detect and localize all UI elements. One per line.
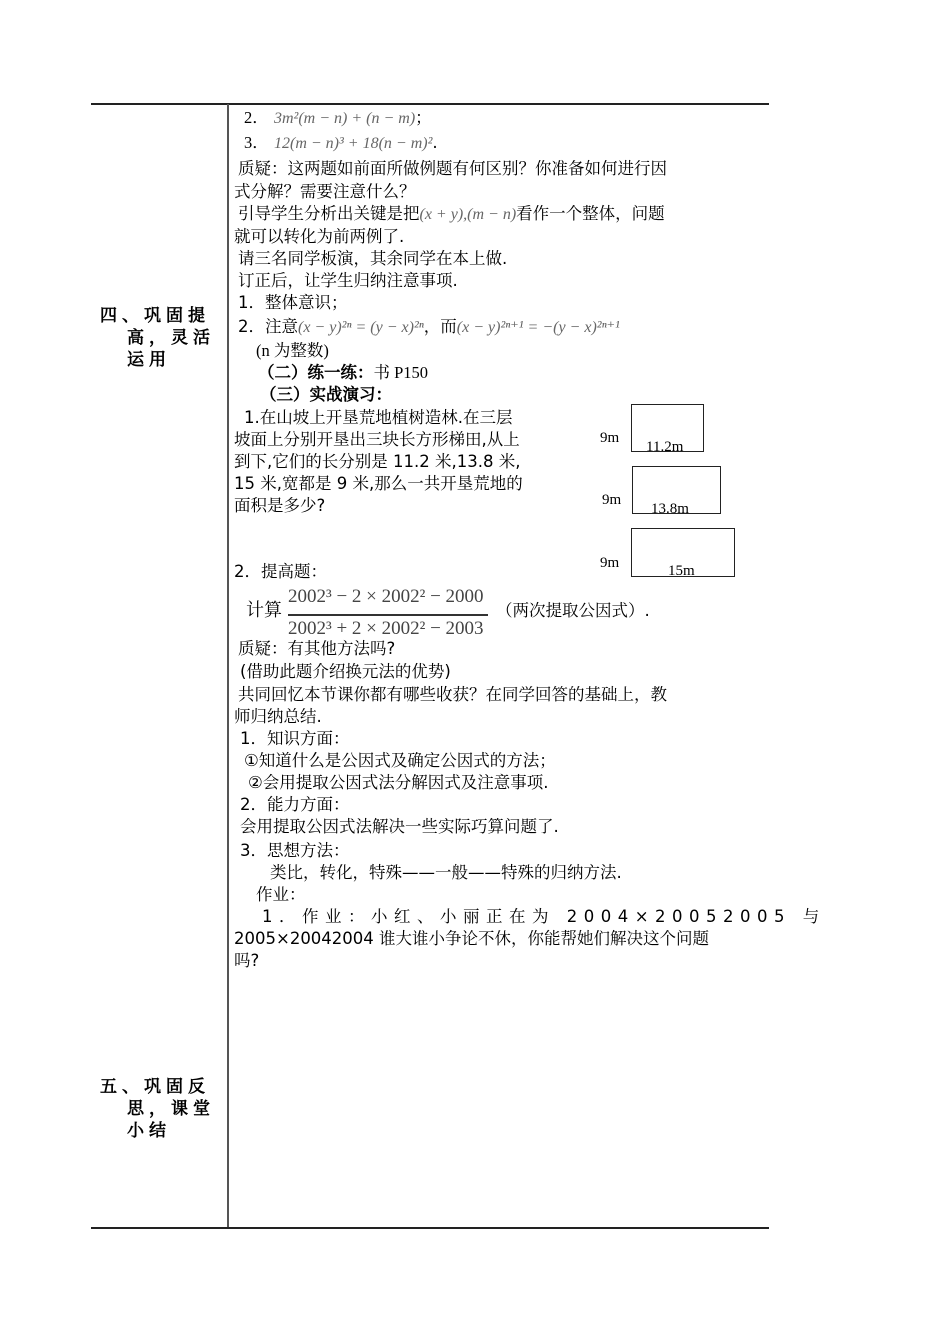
- question-2: 质疑：有其他方法吗?: [238, 639, 396, 658]
- substitution-note: (借助此题介绍换元法的优势): [240, 662, 451, 681]
- homework-heading: 作业：: [256, 885, 306, 904]
- column-divider: [227, 104, 229, 1228]
- problem-1-line: 15 米,宽都是 9 米,那么一共开垦荒地的: [234, 474, 523, 493]
- drill-heading: （三）实战演习：: [260, 385, 392, 404]
- label-line: 五、巩固反: [100, 1077, 210, 1097]
- thinking-item: 类比，转化，特殊——一般——特殊的归纳方法.: [270, 863, 622, 882]
- homework-text: 2005×20042004 谁大谁小争论不休，你能帮她们解决这个问题: [234, 929, 710, 948]
- label-line: 高，灵活: [127, 328, 215, 348]
- homework-text: 1．作业：小红、小丽正在为 2004×20052005 与: [262, 907, 826, 926]
- fraction-numerator: 2002³ − 2 × 2002² − 2000: [288, 586, 484, 607]
- question-text: 质疑：这两题如前面所做例题有何区别？你准备如何进行因: [238, 159, 667, 178]
- width-label: 9m: [600, 555, 620, 571]
- homework-text: 吗?: [234, 951, 260, 970]
- calc-label: 计算: [246, 600, 282, 621]
- recall-text: 师归纳总结.: [234, 707, 322, 726]
- table-bottom-border: [91, 1227, 769, 1229]
- note-1: 1．整体意识；: [238, 293, 348, 312]
- width-label: 9m: [602, 492, 622, 508]
- length-label: 15m: [668, 563, 695, 579]
- label-line: 小结: [127, 1121, 171, 1141]
- problem-1-line: 到下,它们的长分别是 11.2 米,13.8 米,: [234, 452, 521, 471]
- knowledge-item: ①知道什么是公因式及确定公因式的方法；: [244, 751, 556, 770]
- fraction-bar: [288, 614, 488, 616]
- problem-1-line: 面积是多少?: [234, 496, 326, 515]
- ability-item: 会用提取公因式法解决一些实际巧算问题了.: [240, 817, 559, 836]
- section-label-five: [100, 1076, 222, 1142]
- ability-heading: 2．能力方面：: [240, 795, 350, 814]
- knowledge-heading: 1．知识方面：: [240, 729, 350, 748]
- problem-1-line: 坡面上分别开垦出三块长方形梯田,从上: [234, 430, 520, 449]
- label-line: 四、巩固提: [100, 306, 210, 326]
- guide-text: 就可以转化为前两例了.: [234, 227, 405, 246]
- board-text: 请三名同学板演，其余同学在本上做.: [238, 249, 508, 268]
- question-text: 式分解？需要注意什么？: [234, 182, 416, 201]
- table-top-border: [91, 103, 769, 105]
- label-line: 思，课堂: [127, 1099, 215, 1119]
- problem-1-line: 1.在山坡上开垦荒地植树造林.在三层: [244, 408, 513, 427]
- note-condition: (n 为整数): [256, 341, 329, 360]
- length-label: 11.2m: [646, 439, 684, 455]
- fraction-denominator: 2002³ + 2 × 2002² − 2003: [288, 618, 484, 639]
- section-label-four: [100, 305, 222, 371]
- calc-note: （两次提取公因式）.: [496, 601, 650, 620]
- correct-text: 订正后，让学生归纳注意事项.: [238, 271, 458, 290]
- exercise-2: 2． 3m²(m − n) + (n − m)；: [244, 108, 432, 127]
- problem-2-title: 2．提高题：: [234, 562, 327, 581]
- note-2: 2．注意(x − y)²ⁿ = (y − x)²ⁿ，而(x − y)²ⁿ⁺¹ = −(y − x)²ⁿ⁺¹: [238, 317, 620, 336]
- exercise-3: 3． 12(m − n)³ + 18(n − m)².: [244, 133, 438, 152]
- guide-text: 引导学生分析出关键是把(x + y),(m − n)看作一个整体，问题: [238, 204, 665, 223]
- recall-text: 共同回忆本节课你都有哪些收获？在同学回答的基础上，教: [238, 685, 667, 704]
- length-label: 13.8m: [651, 501, 689, 517]
- label-line: 运用: [127, 350, 171, 370]
- width-label: 9m: [600, 430, 620, 446]
- thinking-heading: 3．思想方法：: [240, 841, 350, 860]
- practice-heading: （二）练一练：书 P150: [258, 363, 429, 382]
- knowledge-item: ②会用提取公因式法分解因式及注意事项.: [248, 773, 549, 792]
